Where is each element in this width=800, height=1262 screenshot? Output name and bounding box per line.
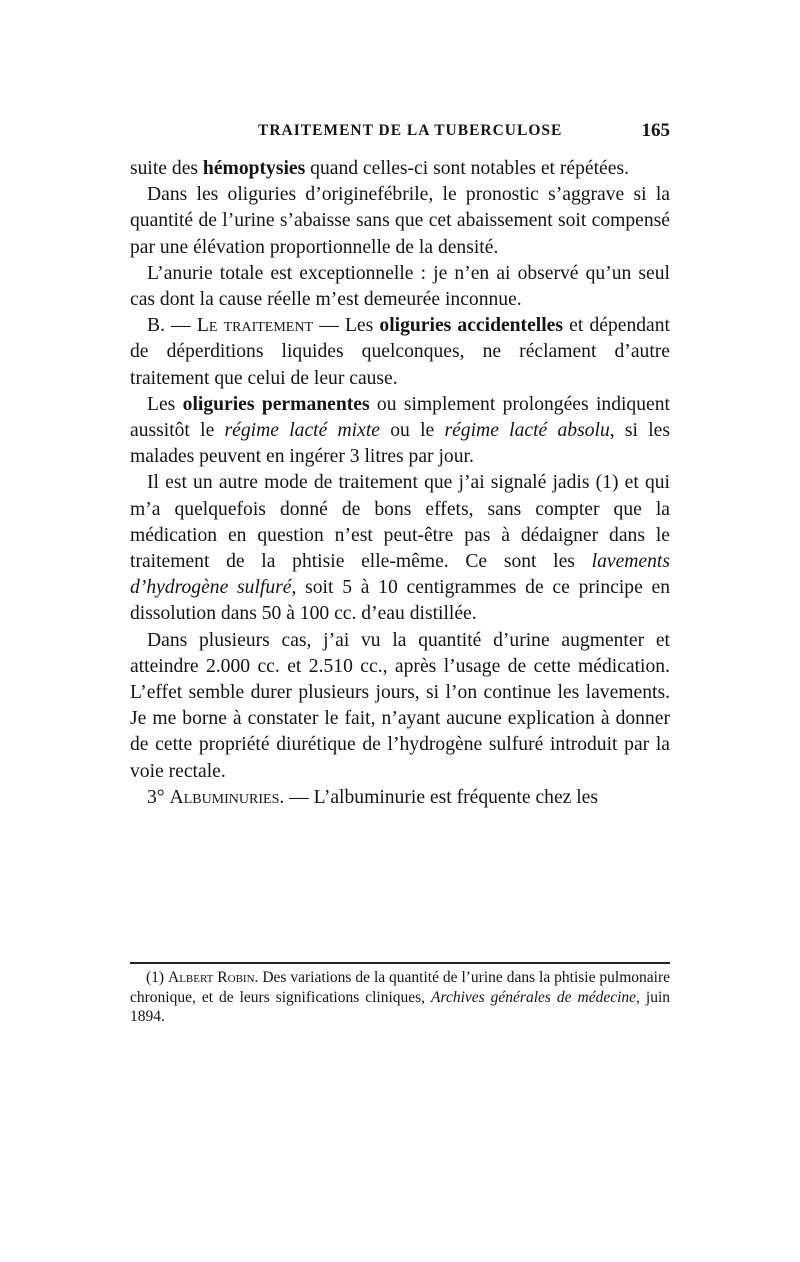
italic-term: régime lacté absolu	[444, 420, 610, 442]
footnote-1	[130, 968, 670, 1027]
footnotes	[130, 968, 670, 1027]
text-run: , si les malades peuvent en ingérer 3 litres par jour.	[130, 420, 670, 468]
footnote-marker: (1)	[146, 969, 168, 986]
footnote-author: Albert Robin	[168, 969, 255, 986]
running-title: TRAITEMENT DE LA TUBERCULOSE	[258, 122, 563, 139]
text-run: Il est un autre mode de traitement que j’ai signalé jadis (1) et qui m’a quelquefois donné de bons effets, sans compter que la médication en question n’est peut-être pas à dédaigner dans le traitement de la phtisie elle-même. Ce sont les	[130, 472, 670, 573]
footnote-journal: Archives générales de médecine	[431, 988, 637, 1006]
page-number: 165	[641, 120, 670, 141]
bold-term: oliguries accidentelles	[379, 315, 563, 337]
text-run: Les	[147, 393, 183, 415]
text-run: B. —	[147, 315, 197, 337]
text-run: . Des variations de la quantité de l’urine dans la phtisie pulmonaire chronique, et de leurs significations cliniques,	[130, 969, 670, 1006]
small-caps-heading: Le traitement	[196, 315, 314, 337]
paragraph-anurie	[130, 261, 670, 313]
italic-term: lavements d’hydrogène sulfuré	[130, 551, 670, 599]
text-run: Dans plusieurs cas, j’ai vu la quantité d’urine augmenter et atteindre 2.000 cc. et 2.510 cc., après l’usage de cette médication. L’effet semble durer plusieurs jours, si l’on continue les lavements. Je me borne à constater le fait, n’ayant aucune explication à donner de cette propriété diurétique de l’hydrogène sulfuré introduit par la voie rectale.	[130, 629, 670, 782]
page-header	[130, 118, 670, 146]
italic-term: régime lacté mixte	[224, 420, 380, 442]
paragraph-oliguries-permanentes	[130, 392, 670, 471]
text-run: quand celles-ci sont notables et répétées.	[305, 158, 629, 179]
bold-term: hémoptysies	[202, 158, 306, 179]
paragraph-hemoptysies	[130, 156, 670, 182]
text-run: ou le	[379, 420, 445, 442]
small-caps-heading: Albuminuries	[169, 786, 280, 808]
text-run: — Les	[313, 315, 380, 337]
paragraph-plusieurs-cas	[130, 628, 670, 785]
text-run: 3°	[147, 786, 170, 808]
text-run: et dépendant de déperditions liquides quelconques, ne réclament d’autre traitement que celui de leur cause.	[130, 315, 670, 389]
text-run: , soit 5 à 10 centigrammes de ce principe en dissolution dans 50 à 100 cc. d’eau distillée.	[130, 577, 671, 625]
text-run: suite des	[130, 158, 203, 179]
bold-term: oliguries permanentes	[182, 393, 370, 415]
footnote-divider	[130, 962, 670, 964]
body-text	[130, 156, 670, 811]
paragraph-albuminuries	[130, 785, 670, 811]
text-run: ou simplement prolongées indiquent aussitôt le	[130, 393, 670, 442]
paragraph-autre-traitement	[130, 470, 670, 627]
paragraph-oliguries-febriles	[130, 182, 670, 261]
text-run: L’anurie totale est exceptionnelle : je n’en ai observé qu’un seul cas dont la cause réelle m’est demeurée inconnue.	[130, 262, 670, 311]
text-run: . — L’albuminurie est fréquente chez les	[279, 786, 599, 808]
text-run: , juin 1894.	[130, 988, 670, 1025]
text-run: Dans les oliguries d’originefébrile, le pronostic s’aggrave si la quantité de l’urine s’abaisse sans que cet abaissement soit compensé par une élévation proportionnelle de la densité.	[130, 184, 670, 258]
paragraph-traitement	[130, 313, 670, 392]
